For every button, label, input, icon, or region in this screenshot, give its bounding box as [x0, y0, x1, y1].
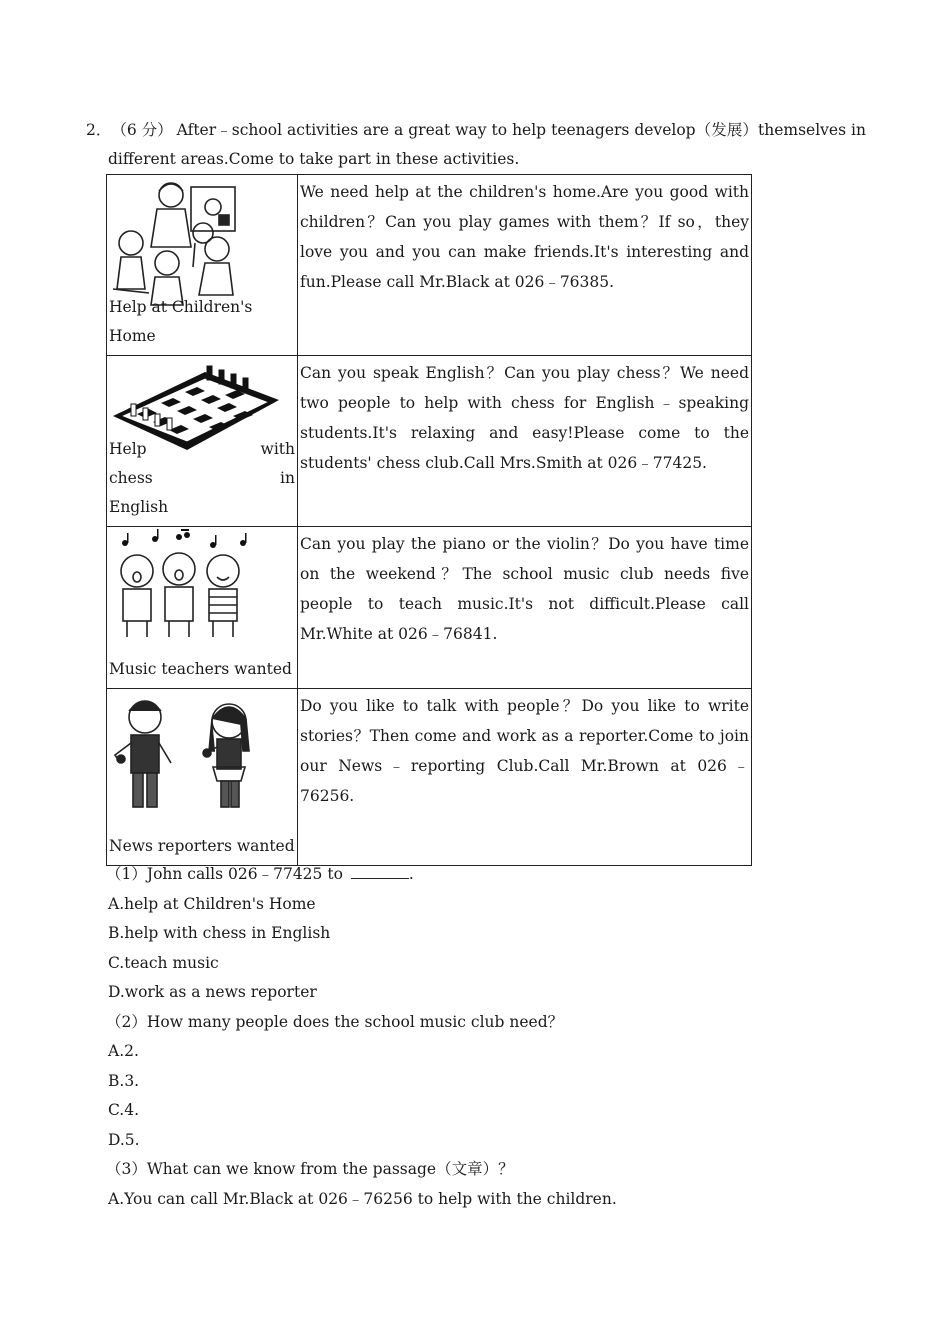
ad-caption: Music teachers wanted — [109, 660, 292, 678]
option[interactable]: A.2. — [108, 1042, 139, 1060]
question-2-stem: （2）How many people does the school music club need？ — [106, 1012, 564, 1031]
ad-row — [107, 689, 752, 866]
ad-picture-cell — [107, 527, 298, 689]
question-score: （6 分） — [111, 121, 173, 139]
ad-text: Do you like to talk with people？Do you like to write stories？Then come and work as a reporter.Come to join our News﹣reporting Club.Call Mr.Brown at 026﹣76256. — [298, 689, 752, 866]
children-reading-image — [109, 177, 239, 312]
option[interactable]: C.teach music — [108, 953, 219, 972]
ad-caption: Help at Children's Home — [109, 298, 253, 345]
activities-table — [106, 174, 752, 866]
ad-row — [107, 175, 752, 356]
option[interactable]: C.4. — [108, 1101, 140, 1119]
ad-row — [107, 356, 752, 527]
questions-block — [108, 860, 868, 1214]
option[interactable]: D.work as a news reporter — [108, 983, 317, 1001]
ad-caption: Help with chess in English — [109, 440, 295, 516]
question-intro-line1 — [86, 116, 866, 145]
ad-picture-cell — [107, 356, 298, 527]
question-1-stem — [106, 860, 868, 890]
ad-text: We need help at the children's home.Are you good with children？Can you play games with them？If so，they love you and you can make friends.It's interesting and fun.Please call Mr.Black at 026﹣76385. — [298, 175, 752, 356]
ad-text: Can you speak English？Can you play chess？We need two people to help with chess for English﹣speaking students.It's relaxing and easy!Please come to the students' chess club.Call Mrs.Smith at 026﹣77425. — [298, 356, 752, 527]
ad-picture-cell — [107, 689, 298, 866]
option[interactable]: D.5. — [108, 1130, 140, 1149]
option[interactable]: A.help at Children's Home — [108, 894, 316, 913]
question-3-stem: （3）What can we know from the passage（文章）？ — [106, 1160, 514, 1178]
question-1-end: . — [408, 865, 414, 883]
option[interactable]: B.3. — [108, 1071, 140, 1090]
answer-blank[interactable] — [351, 862, 409, 879]
singing-children-image — [109, 529, 274, 644]
question-number: 2． — [86, 121, 112, 139]
ad-caption: News reporters wanted — [109, 837, 295, 855]
question-intro-text: After﹣school activities are a great way to help teenagers develop（发展）themselves in — [176, 121, 866, 139]
option[interactable]: A.You can call Mr.Black at 026﹣76256 to help with the children. — [108, 1189, 617, 1208]
question-intro-line2: different areas.Come to take part in these activities. — [108, 150, 520, 168]
question-1-text: （1）John calls 026﹣77425 to — [106, 865, 343, 883]
ad-row — [107, 527, 752, 689]
reporters-image — [109, 691, 279, 821]
ad-picture-cell — [107, 175, 298, 356]
ad-text: Can you play the piano or the violin？Do you have time on the weekend？The school music club needs five people to teach music.It's not difficult.Please call Mr.White at 026﹣76841. — [298, 527, 752, 689]
option[interactable]: B.help with chess in English — [108, 924, 331, 942]
question-header — [86, 116, 866, 174]
